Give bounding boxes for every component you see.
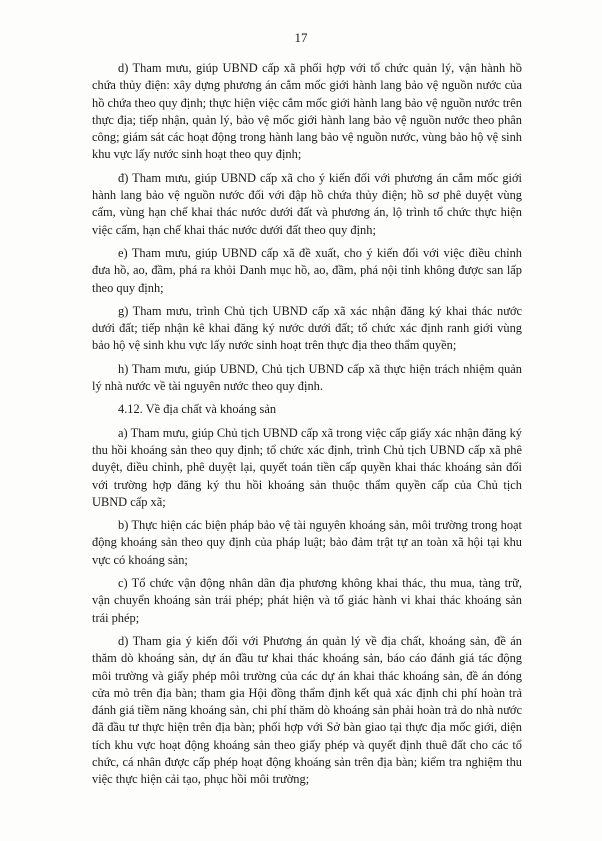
paragraph-c-illegal-mining: c) Tổ chức vận động nhân dân địa phương không khai thác, thu mua, tàng trữ, vận chuyển khoáng sản trái phép; phát hiện và tố giác hành vi khai thác khoáng sản trái phép; (92, 576, 522, 625)
paragraph-h-water-management: h) Tham mưu, giúp UBND, Chủ tịch UBND cấp xã thực hiện trách nhiệm quản lý nhà nước về tài nguyên nước theo quy định. (92, 361, 522, 394)
page-number: 17 (294, 30, 308, 45)
paragraph-g-groundwater-registration: g) Tham mưu, trình Chủ tịch UBND cấp xã xác nhận đăng ký khai thác nước dưới đất; tiếp nhận kê khai đăng ký nước dưới đất; tổ chức xác định ranh giới vùng bảo hộ vệ sinh khu vực lấy nước sinh hoạt trên thực địa theo thẩm quyền; (92, 303, 522, 353)
paragraph-d-water-corridor: d) Tham mưu, giúp UBND cấp xã phối hợp với tổ chức quản lý, vận hành hồ chứa thủy điện: xây dựng phương án cắm mốc giới hành lang bảo vệ nguồn nước của hồ chứa theo quy định; thực hiện việc cắm mốc giới hành lang bảo vệ nguồn nước trên thực địa; tiếp nhận, quản lý, bảo vệ mốc giới hành lang bảo vệ nguồn nước theo phân công; giám sát các hoạt động trong hành lang bảo vệ nguồn nước, vùng bảo hộ vệ sinh khu vực lấy nước sinh hoạt theo quy định; (92, 61, 522, 162)
paragraph-a-mineral-recovery: a) Tham mưu, giúp Chủ tịch UBND cấp xã trong việc cấp giấy xác nhận đăng ký thu hồi khoáng sản theo quy định; tổ chức xác định, trình Chủ tịch UBND cấp xã phê duyệt, điều chỉnh, phê duyệt lại, quyết toán tiền cấp quyền khai thác khoáng sản đối với trường hợp đăng ký thu hồi khoáng sản thuộc thẩm quyền cấp của Chủ tịch UBND cấp xã; (92, 425, 522, 509)
paragraph-b-mineral-protection: b) Thực hiện các biện pháp bảo vệ tài nguyên khoáng sản, môi trường trong hoạt động khoáng sản theo quy định của pháp luật; bảo đảm trật tự an toàn xã hội tại khu vực có khoáng sản; (92, 518, 522, 567)
paragraph-e-lakes-ponds: e) Tham mưu, giúp UBND cấp xã đề xuất, cho ý kiến đối với việc điều chỉnh đưa hồ, ao, đầm, phá ra khỏi Danh mục hồ, ao, đầm, phá nội tỉnh không được san lấp theo quy định; (92, 245, 522, 295)
document-body (92, 60, 522, 795)
section-heading-geology-minerals: 4.12. Về địa chất và khoáng sản (118, 402, 277, 417)
paragraph-dd-groundwater: đ) Tham mưu, giúp UBND cấp xã cho ý kiến đối với phương án cắm mốc giới hành lang bảo vệ nguồn nước đối với đập hồ chứa thủy điện; hồ sơ phê duyệt vùng cấm, vùng hạn chế khai thác nước dưới đất và phương án, lộ trình tổ chức thực hiện việc cấm, hạn chế khai thác nước dưới đất theo quy định; (92, 170, 522, 237)
paragraph-d-mineral-plans: d) Tham gia ý kiến đối với Phương án quản lý về địa chất, khoáng sản, đề án thăm dò khoáng sản, dự án đầu tư khai thác khoáng sản, báo cáo đánh giá tác động môi trường và giấy phép môi trường của các dự án khai thác khoáng sản, đề án đóng cửa mỏ trên địa bàn; tham gia Hội đồng thẩm định kết quả xác định chi phí hoàn trả đánh giá tiềm năng khoáng sản, chi phí thăm dò khoáng sản phải hoàn trả do nhà nước đã đầu tư thực hiện trên địa bàn; phối hợp với Sở bàn giao tại thực địa mốc giới, diện tích khu vực hoạt động khoáng sản theo giấy phép và quyết định thuê đất cho các tổ chức, cá nhân được cấp phép hoạt động khoáng sản trên địa bàn; kiểm tra nghiệm thu việc thực hiện cải tạo, phục hồi môi trường; (92, 633, 522, 787)
